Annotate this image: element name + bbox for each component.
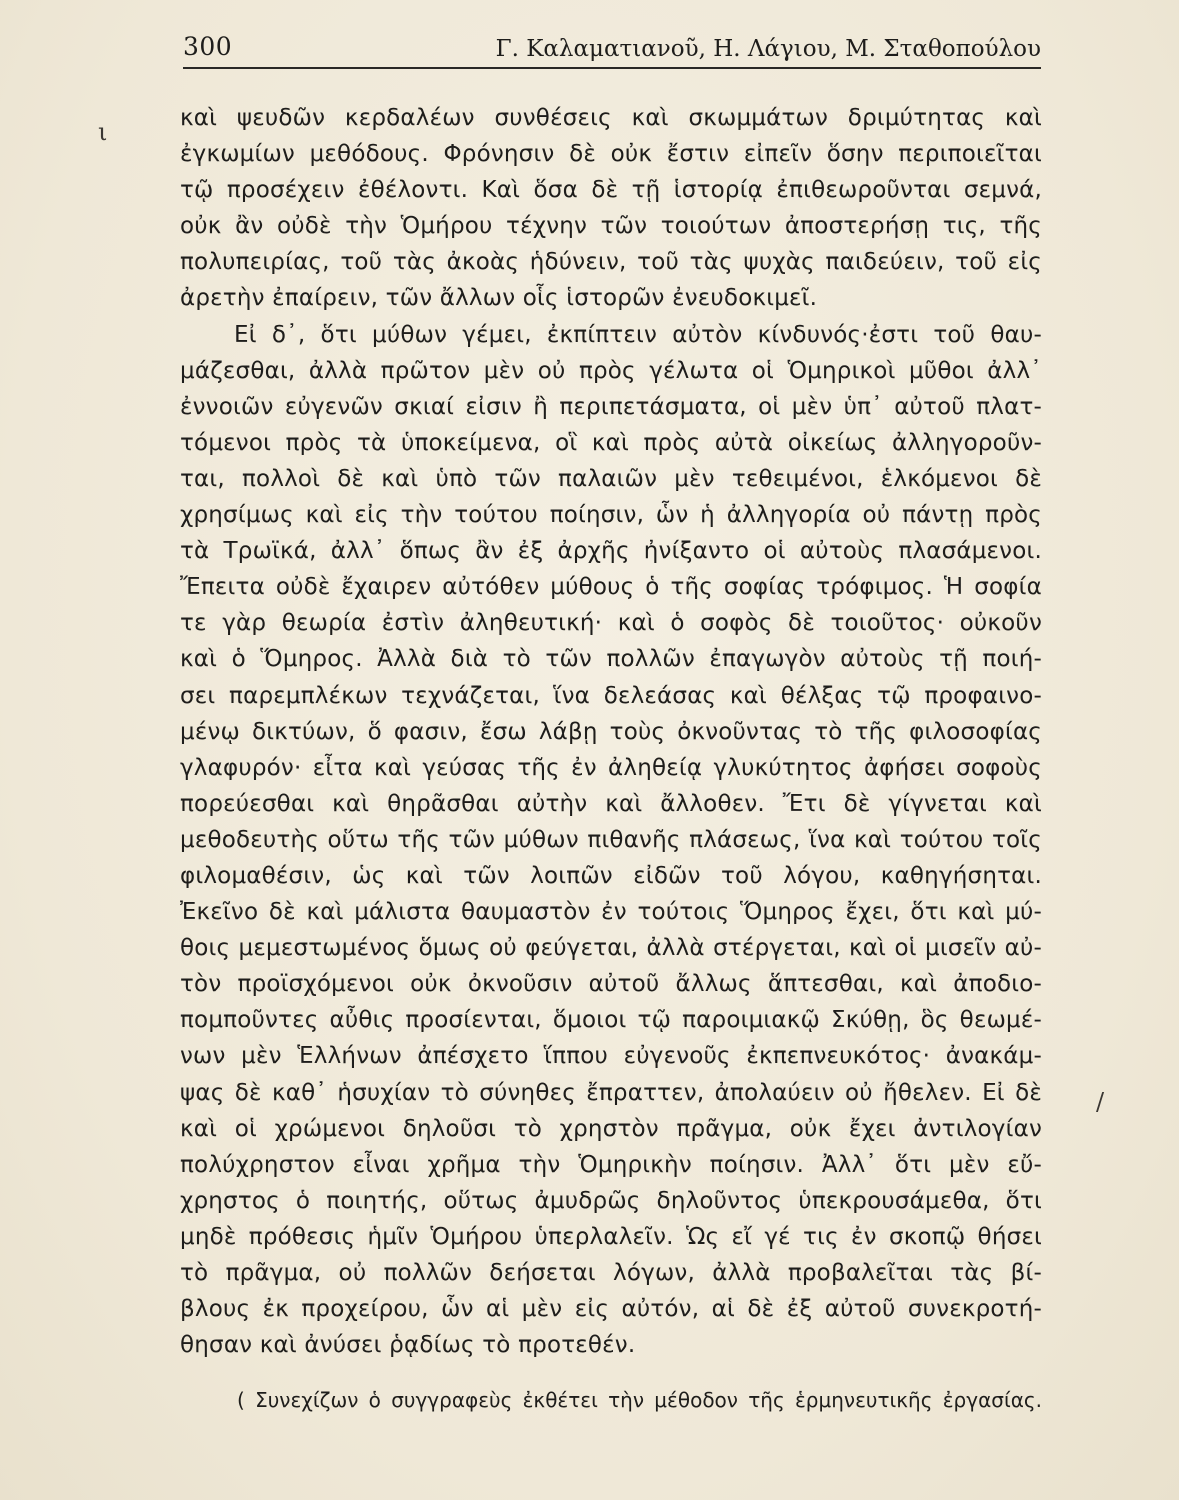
text-line: γλαφυρόν· εἶτα καὶ γεύσας τῆς ἐν ἀληθείᾳ γλυκύτητος ἀφήσει σοφοὺς — [180, 754, 1042, 781]
text-line: ἐννοιῶν εὐγενῶν σκιαί εἰσιν ἢ περιπετάσματα, οἱ μὲν ὑπ᾽ αὐτοῦ πλατ- — [180, 393, 1042, 420]
text-line: καὶ ὁ Ὅμηρος. Ἀλλὰ διὰ τὸ τῶν πολλῶν ἐπαγωγὸν αὐτοὺς τῇ ποιή- — [180, 646, 1042, 673]
text-line: Ἐκεῖνο δὲ καὶ μάλιστα θαυμαστὸν ἐν τούτοις Ὅμηρος ἔχει, ὅτι καὶ μύ- — [180, 899, 1042, 926]
text-line: πολύχρηστον εἶναι χρῆμα τὴν Ὁμηρικὴν ποίησιν. Ἀλλ᾽ ὅτι μὲν εὔ- — [180, 1151, 1042, 1178]
page-header — [183, 28, 1041, 68]
text-line: θοις μεμεστωμένος ὅμως οὐ φεύγεται, ἀλλὰ στέργεται, καὶ οἱ μισεῖν αὐ- — [180, 935, 1042, 962]
text-line: καὶ ψευδῶν κερδαλέων συνθέσεις καὶ σκωμμάτων δριμύτητας καὶ — [180, 105, 1042, 131]
text-line: οὐκ ἂν οὐδὲ τὴν Ὁμήρου τέχνην τῶν τοιούτων ἀποστερήσῃ τις, τῆς — [180, 213, 1042, 240]
text-line: μένῳ δικτύων, ὅ φασιν, ἔσω λάβῃ τοὺς ὀκνοῦντας τὸ τῆς φιλοσοφίας — [180, 718, 1042, 745]
text-line: μάζεσθαι, ἀλλὰ πρῶτον μὲν οὐ πρὸς γέλωτα οἱ Ὁμηρικοὶ μῦθοι ἀλλ᾽ — [180, 357, 1042, 384]
text-line: τε γὰρ θεωρία ἐστὶν ἀληθευτική· καὶ ὁ σοφὸς δὲ τοιοῦτος· οὐκοῦν — [180, 610, 1042, 637]
text-line: τὸν προϊσχόμενοι οὐκ ὀκνοῦσιν αὐτοῦ ἄλλως ἅπτεσθαι, καὶ ἀποδιο- — [180, 971, 1042, 998]
text-line: ἐγκωμίων μεθόδους. Φρόνησιν δὲ οὐκ ἔστιν εἰπεῖν ὅσην περιποιεῖται — [180, 141, 1042, 168]
margin-mark-right: / — [1096, 1088, 1105, 1116]
header-rule — [183, 67, 1041, 69]
text-line: μηδὲ πρόθεσις ἡμῖν Ὁμήρου ὑπερλαλεῖν. Ὡς εἴ γέ τις ἐν σκοπῷ θήσει — [180, 1223, 1042, 1250]
text-line: χρησίμως καὶ εἰς τὴν τούτου ποίησιν, ὧν ἡ ἀλληγορία οὐ πάντῃ πρὸς — [180, 502, 1042, 529]
text-line: τὰ Τρωϊκά, ἀλλ᾽ ὅπως ἂν ἐξ ἀρχῆς ἠνίξαντο οἱ αὐτοὺς πλασάμενοι. — [180, 538, 1042, 565]
text-line: ται, πολλοὶ δὲ καὶ ὑπὸ τῶν παλαιῶν μὲν τεθειμένοι, ἑλκόμενοι δὲ — [180, 465, 1042, 492]
text-line: πολυπειρίας, τοῦ τὰς ἀκοὰς ἡδύνειν, τοῦ τὰς ψυχὰς παιδεύειν, τοῦ εἰς — [180, 249, 1042, 276]
text-line: καὶ οἱ χρώμενοι δηλοῦσι τὸ χρηστὸν πρᾶγμα, οὐκ ἔχει ἀντιλογίαν — [180, 1115, 1042, 1142]
text-line: πομποῦντες αὖθις προσίενται, ὅμοιοι τῷ παροιμιακῷ Σκύθῃ, ὃς θεωμέ- — [180, 1007, 1042, 1034]
text-line: νων μὲν Ἑλλήνων ἀπέσχετο ἵππου εὐγενοῦς ἐκπεπνευκότος· ἀνακάμ- — [180, 1043, 1042, 1070]
page-number: 300 — [183, 32, 233, 61]
running-head-authors: Γ. Καλαματιανοῦ, Η. Λάγιου, Μ. Σταθοπούλου — [495, 36, 1041, 62]
text-line: πορεύεσθαι καὶ θηρᾶσθαι αὐτὴν καὶ ἄλλοθεν. Ἔτι δὲ γίγνεται καὶ — [180, 790, 1042, 817]
text-line: μεθοδευτὴς οὕτω τῆς τῶν μύθων πιθανῆς πλάσεως, ἵνα καὶ τούτου τοῖς — [180, 826, 1042, 853]
text-line: τὸ πρᾶγμα, οὐ πολλῶν δεήσεται λόγων, ἀλλὰ προβαλεῖται τὰς βί- — [180, 1260, 1042, 1286]
text-line: Ἔπειτα οὐδὲ ἔχαιρεν αὐτόθεν μύθους ὁ τῆς σοφίας τρόφιμος. Ἡ σοφία — [180, 574, 1042, 601]
text-line: θησαν καὶ ἀνύσει ῥᾳδίως τὸ προτεθέν. — [180, 1332, 636, 1359]
text-line: τῷ προσέχειν ἐθέλοντι. Καὶ ὅσα δὲ τῇ ἱστορίᾳ ἐπιθεωροῦνται σεμνά, — [180, 177, 1042, 204]
margin-mark-left: ι — [98, 118, 108, 146]
body-text — [180, 100, 1042, 1363]
text-line: σει παρεμπλέκων τεχνάζεται, ἵνα δελεάσας καὶ θέλξας τῷ προφαινο- — [180, 682, 1042, 709]
text-line: φιλομαθέσιν, ὡς καὶ τῶν λοιπῶν εἰδῶν τοῦ λόγου, καθηγήσηται. — [180, 862, 1042, 889]
text-line: Εἰ δ᾽, ὅτι μύθων γέμει, ἐκπίπτειν αὐτὸν κίνδυνός·ἐστι τοῦ θαυ- — [234, 321, 1042, 348]
text-line: ἀρετὴν ἐπαίρειν, τῶν ἄλλων οἷς ἱστορῶν ἐνευδοκιμεῖ. — [180, 285, 818, 312]
text-line: βλους ἐκ προχείρου, ὧν αἱ μὲν εἰς αὐτόν, αἱ δὲ ἐξ αὐτοῦ συνεκροτή- — [180, 1296, 1042, 1323]
text-line: τόμενοι πρὸς τὰ ὑποκείμενα, οἳ καὶ πρὸς αὐτὰ οἰκείως ἀλληγοροῦν- — [180, 429, 1042, 456]
text-line: ψας δὲ καθ᾽ ἡσυχίαν τὸ σύνηθες ἔπραττεν, ἀπολαύειν οὐ ἤθελεν. Εἰ δὲ — [180, 1079, 1042, 1106]
footnote: ( Συνεχίζων ὁ συγγραφεὺς ἐκθέτει τὴν μέθοδον τῆς ἑρμηνευτικῆς ἐργασίας. — [237, 1388, 1042, 1412]
text-line: χρηστος ὁ ποιητής, οὕτως ἀμυδρῶς δηλοῦντος ὑπεκρουσάμεθα, ὅτι — [180, 1187, 1042, 1214]
